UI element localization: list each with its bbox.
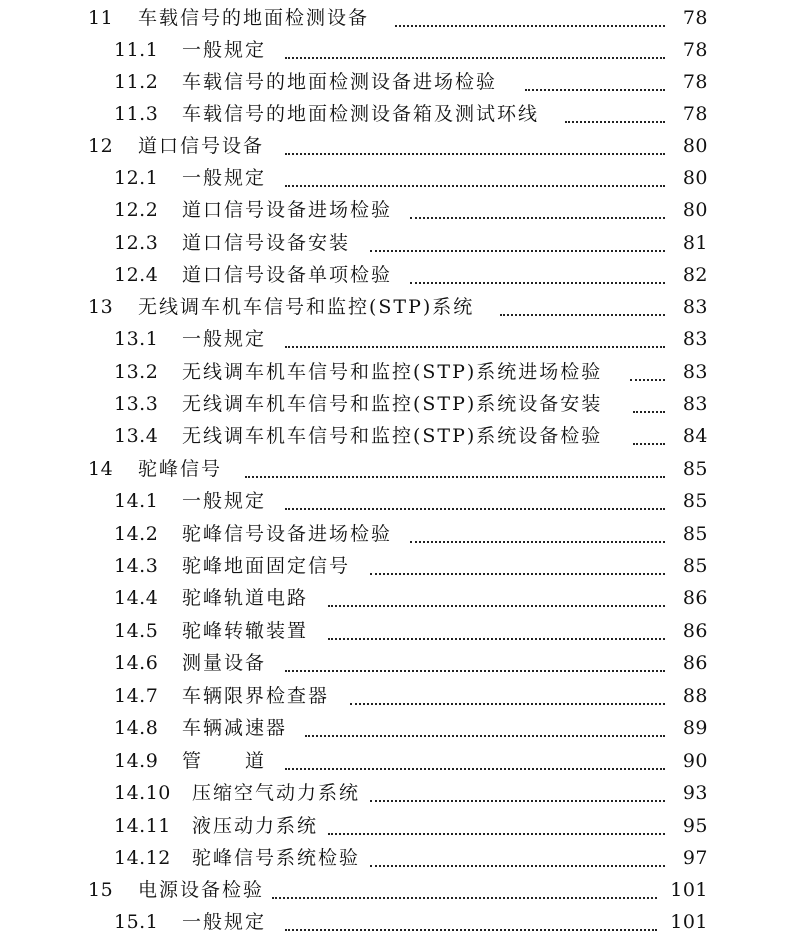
toc-entry[interactable]	[0, 259, 800, 291]
entry-number: 12.2	[114, 199, 159, 221]
entry-title: 测量设备	[182, 652, 267, 674]
entry-page-number: 78	[682, 71, 708, 93]
dot-leader	[410, 215, 665, 219]
entry-number: 12.4	[114, 264, 159, 286]
toc-entry[interactable]	[0, 777, 800, 809]
entry-number: 13	[88, 296, 114, 318]
entry-number: 13.2	[114, 361, 159, 383]
entry-title: 车辆限界检查器	[182, 685, 330, 707]
entry-title: 无线调车机车信号和监控(STP)系统设备检验	[182, 425, 603, 447]
entry-number: 13.1	[114, 328, 159, 350]
entry-title: 压缩空气动力系统	[192, 782, 361, 804]
entry-number: 14.6	[114, 652, 159, 674]
dot-leader	[285, 668, 665, 672]
entry-page-number: 93	[682, 782, 708, 804]
entry-number: 13.4	[114, 425, 159, 447]
entry-number: 14.8	[114, 717, 159, 739]
entry-number: 12.1	[114, 167, 159, 189]
entry-page-number: 97	[682, 847, 708, 869]
entry-number: 14.4	[114, 587, 159, 609]
entry-title: 无线调车机车信号和监控(STP)系统	[138, 296, 475, 318]
entry-number: 14.12	[114, 847, 171, 869]
dot-leader	[285, 927, 657, 931]
toc-entry[interactable]	[0, 680, 800, 712]
dot-leader	[272, 895, 657, 899]
entry-title: 管 道	[182, 750, 267, 772]
dot-leader	[500, 312, 665, 316]
dot-leader	[285, 183, 665, 187]
entry-number: 11	[88, 7, 114, 29]
entry-number: 12	[88, 135, 114, 157]
entry-title: 无线调车机车信号和监控(STP)系统设备安装	[182, 393, 603, 415]
toc-entry[interactable]	[0, 34, 800, 66]
toc-entry[interactable]	[0, 194, 800, 226]
dot-leader	[350, 701, 665, 705]
dot-leader	[370, 863, 665, 867]
entry-page-number: 78	[682, 39, 708, 61]
entry-title: 一般规定	[182, 167, 267, 189]
dot-leader	[410, 539, 665, 543]
entry-number: 14	[88, 458, 114, 480]
toc-entry[interactable]	[0, 227, 800, 259]
entry-title: 电源设备检验	[138, 879, 265, 901]
entry-page-number: 88	[682, 685, 708, 707]
entry-title: 车辆减速器	[182, 717, 288, 739]
entry-page-number: 78	[682, 7, 708, 29]
entry-page-number: 80	[682, 199, 708, 221]
entry-title: 道口信号设备安装	[182, 232, 351, 254]
dot-leader	[285, 55, 665, 59]
entry-number: 11.1	[114, 39, 159, 61]
toc-entry[interactable]	[0, 66, 800, 98]
entry-page-number: 81	[682, 232, 708, 254]
entry-title: 液压动力系统	[192, 815, 319, 837]
entry-number: 14.7	[114, 685, 159, 707]
toc-entry[interactable]	[0, 550, 800, 582]
entry-page-number: 78	[682, 103, 708, 125]
entry-number: 15.1	[114, 911, 159, 933]
entry-page-number: 86	[682, 587, 708, 609]
toc-entry[interactable]	[0, 356, 800, 388]
entry-page-number: 83	[682, 393, 708, 415]
entry-title: 驼峰信号系统检验	[192, 847, 361, 869]
entry-page-number: 95	[682, 815, 708, 837]
entry-number: 11.3	[114, 103, 159, 125]
entry-number: 13.3	[114, 393, 159, 415]
entry-number: 12.3	[114, 232, 159, 254]
entry-title: 一般规定	[182, 911, 267, 933]
dot-leader	[285, 766, 665, 770]
dot-leader	[370, 248, 665, 252]
entry-number: 11.2	[114, 71, 159, 93]
dot-leader	[525, 87, 665, 91]
entry-page-number: 85	[682, 555, 708, 577]
dot-leader	[305, 733, 665, 737]
toc-entry[interactable]	[0, 647, 800, 679]
toc-entry[interactable]	[0, 291, 800, 323]
toc-entry[interactable]	[0, 485, 800, 517]
entry-number: 14.5	[114, 620, 159, 642]
dot-leader	[328, 603, 665, 607]
dot-leader	[245, 474, 665, 478]
entry-title: 道口信号设备进场检验	[182, 199, 393, 221]
entry-page-number: 101	[670, 911, 708, 933]
entry-page-number: 85	[682, 458, 708, 480]
entry-title: 驼峰转辙装置	[182, 620, 309, 642]
entry-title: 一般规定	[182, 328, 267, 350]
toc-entry[interactable]	[0, 2, 800, 34]
entry-page-number: 82	[682, 264, 708, 286]
entry-page-number: 90	[682, 750, 708, 772]
dot-leader	[410, 280, 665, 284]
entry-page-number: 80	[682, 167, 708, 189]
entry-page-number: 86	[682, 620, 708, 642]
dot-leader	[285, 344, 665, 348]
toc-entry[interactable]	[0, 453, 800, 485]
dot-leader	[285, 506, 665, 510]
toc-entry[interactable]	[0, 582, 800, 614]
entry-number: 14.11	[114, 815, 171, 837]
dot-leader	[370, 798, 665, 802]
toc-entry[interactable]	[0, 420, 800, 452]
toc-entry[interactable]	[0, 323, 800, 355]
toc-entry[interactable]	[0, 810, 800, 842]
dot-leader	[370, 571, 665, 575]
entry-title: 驼峰轨道电路	[182, 587, 309, 609]
entry-page-number: 85	[682, 490, 708, 512]
toc-entry[interactable]	[0, 842, 800, 874]
entry-number: 14.2	[114, 523, 159, 545]
entry-page-number: 89	[682, 717, 708, 739]
toc-entry[interactable]	[0, 518, 800, 550]
toc-entry[interactable]	[0, 874, 800, 906]
entry-number: 15	[88, 879, 114, 901]
dot-leader	[285, 151, 665, 155]
entry-title: 道口信号设备	[138, 135, 265, 157]
toc-entry[interactable]	[0, 130, 800, 162]
entry-title: 一般规定	[182, 39, 267, 61]
entry-title: 驼峰信号	[138, 458, 223, 480]
dot-leader	[395, 23, 665, 27]
toc-entry[interactable]	[0, 712, 800, 744]
toc-entry[interactable]	[0, 745, 800, 777]
entry-page-number: 84	[682, 425, 708, 447]
dot-leader	[328, 636, 665, 640]
dot-leader	[328, 831, 665, 835]
entry-title: 驼峰地面固定信号	[182, 555, 351, 577]
entry-page-number: 101	[670, 879, 708, 901]
entry-title: 道口信号设备单项检验	[182, 264, 393, 286]
entry-page-number: 85	[682, 523, 708, 545]
toc-entry[interactable]	[0, 162, 800, 194]
entry-title: 车载信号的地面检测设备箱及测试环线	[182, 103, 540, 125]
entry-title: 无线调车机车信号和监控(STP)系统进场检验	[182, 361, 603, 383]
entry-title: 车载信号的地面检测设备	[138, 7, 370, 29]
toc-entry[interactable]	[0, 906, 800, 938]
entry-number: 14.10	[114, 782, 171, 804]
toc-entry[interactable]	[0, 98, 800, 130]
entry-title: 车载信号的地面检测设备进场检验	[182, 71, 498, 93]
toc-entry[interactable]	[0, 615, 800, 647]
entry-title: 驼峰信号设备进场检验	[182, 523, 393, 545]
entry-page-number: 83	[682, 361, 708, 383]
entry-number: 14.1	[114, 490, 159, 512]
entry-page-number: 80	[682, 135, 708, 157]
entry-page-number: 83	[682, 296, 708, 318]
entry-number: 14.9	[114, 750, 159, 772]
entry-title: 一般规定	[182, 490, 267, 512]
toc-entry[interactable]	[0, 388, 800, 420]
entry-number: 14.3	[114, 555, 159, 577]
entry-page-number: 86	[682, 652, 708, 674]
entry-page-number: 83	[682, 328, 708, 350]
